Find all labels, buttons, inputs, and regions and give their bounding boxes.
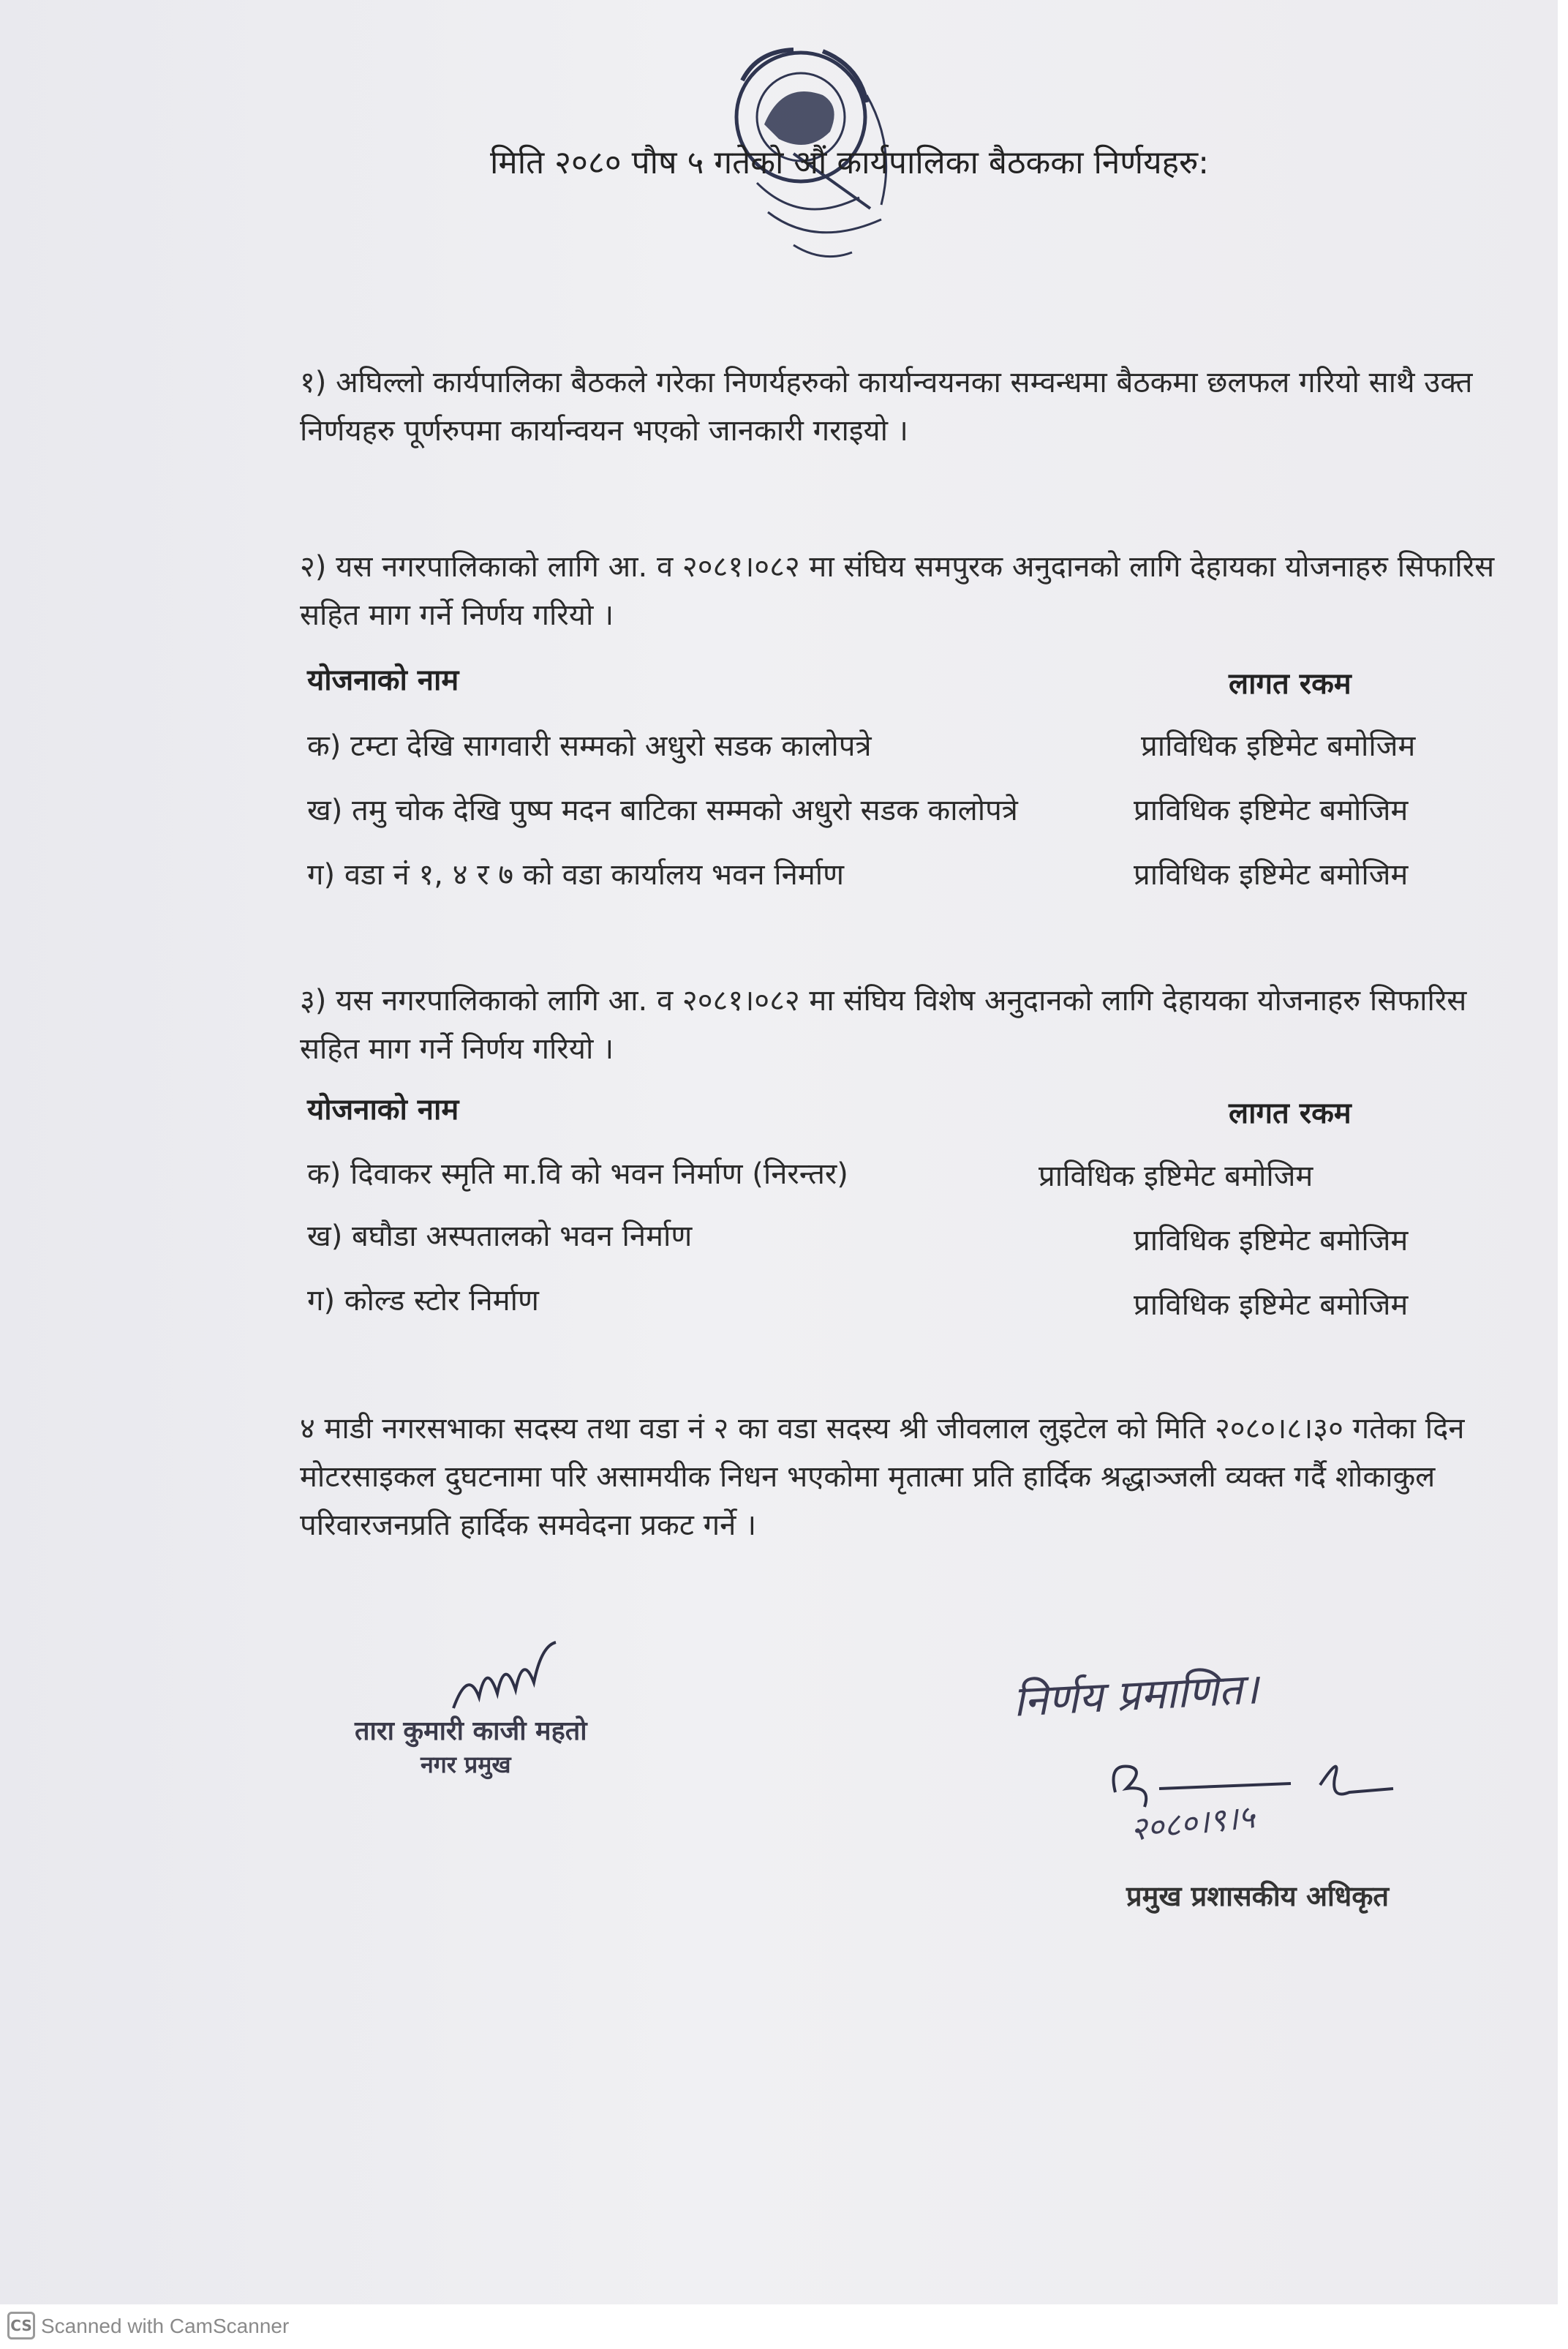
decision-2-row-1-name: क) टम्टा देखि सागवारी सम्मको अधुरो सडक कालोपत्रे bbox=[307, 729, 872, 763]
decision-3-text: ३) यस नगरपालिकाको लागि आ. व २०८१।०८२ मा संघिय विशेष अनुदानको लागि देहायका योजनाहरु सिफारिस सहित माग गर्ने निर्णय गरियो । bbox=[300, 984, 1467, 1066]
decision-3-row-1-cost: प्राविधिक इष्टिमेट बमोजिम bbox=[1039, 1160, 1313, 1193]
decision-2-text: २) यस नगरपालिकाको लागि आ. व २०८१।०८२ मा संघिय समपुरक अनुदानको लागि देहायका योजनाहरु सिफारिस सहित माग गर्ने निर्णय गरियो । bbox=[300, 550, 1495, 632]
signature-date: २०८०।९।५ bbox=[1128, 1798, 1257, 1849]
decision-1-text: १) अघिल्लो कार्यपालिका बैठकले गरेका निणर्यहरुको कार्यान्वयनका सम्वन्धमा बैठकमा छलफल गरियो साथै उक्त निर्णयहरु पूर्णरुपमा कार्यान्वयन भएको जानकारी गराइयो । bbox=[300, 366, 1473, 448]
decision-2-col-cost: लागत रकम bbox=[1229, 667, 1352, 701]
page-title: मिति २०८० पौष ५ गतेको औं कार्यपालिका बैठकका निर्णयहरु: bbox=[490, 144, 1210, 181]
officer-title: प्रमुख प्रशासकीय अधिकृत bbox=[1126, 1880, 1390, 1912]
scanner-footer bbox=[0, 2304, 1568, 2349]
decision-2-row-3-name: ग) वडा नं १, ४ र ७ को वडा कार्यालय भवन निर्माण bbox=[307, 858, 845, 892]
handwritten-certification: निर्णय प्रमाणित। bbox=[1011, 1664, 1260, 1726]
decision-3-row-3-cost: प्राविधिक इष्टिमेट बमोजिम bbox=[1134, 1288, 1409, 1322]
decision-3-row-2-name: ख) बघौडा अस्पतालको भवन निर्माण bbox=[307, 1219, 693, 1253]
decision-2-row-1-cost: प्राविधिक इष्टिमेट बमोजिम bbox=[1141, 729, 1416, 763]
mayor-signature bbox=[446, 1639, 563, 1719]
page-edge bbox=[1558, 0, 1568, 2304]
decision-3-row-2-cost: प्राविधिक इष्टिमेट बमोजिम bbox=[1134, 1224, 1409, 1258]
camscanner-label: Scanned with CamScanner bbox=[41, 2315, 290, 2337]
mayor-title: नगर प्रमुख bbox=[421, 1751, 511, 1778]
decision-2-row-2-name: ख) तमु चोक देखि पुष्प मदन बाटिका सम्मको अधुरो सडक कालोपत्रे bbox=[307, 794, 1018, 827]
decision-2-row-2-cost: प्राविधिक इष्टिमेट बमोजिम bbox=[1134, 794, 1409, 827]
mayor-name: तारा कुमारी काजी महतो bbox=[355, 1716, 587, 1746]
decision-2-col-name: योजनाको नाम bbox=[307, 664, 459, 697]
camscanner-logo: CS bbox=[7, 2312, 35, 2339]
decision-2-row-3-cost: प्राविधिक इष्टिमेट बमोजिम bbox=[1134, 858, 1409, 892]
decision-3-row-3-name: ग) कोल्ड स्टोर निर्माण bbox=[307, 1284, 539, 1318]
decision-4-text: ४ माडी नगरसभाका सदस्य तथा वडा नं २ का वडा सदस्य श्री जीवलाल लुइटेल को मिति २०८०।८।३० गतेका दिन मोटरसाइकल दुघटनामा परि असामयीक निधन भएकोमा मृतात्मा प्रति हार्दिक श्रद्धाञ्जली व्यक्त गर्दै शोकाकुल परिवारजनप्रति हार्दिक समवेदना प्रकट गर्ने । bbox=[300, 1412, 1465, 1542]
decision-3-col-cost: लागत रकम bbox=[1229, 1097, 1352, 1130]
decision-3-col-name: योजनाको नाम bbox=[307, 1093, 459, 1127]
decision-3-row-1-name: क) दिवाकर स्मृति मा.वि को भवन निर्माण (निरन्तर) bbox=[307, 1157, 848, 1191]
